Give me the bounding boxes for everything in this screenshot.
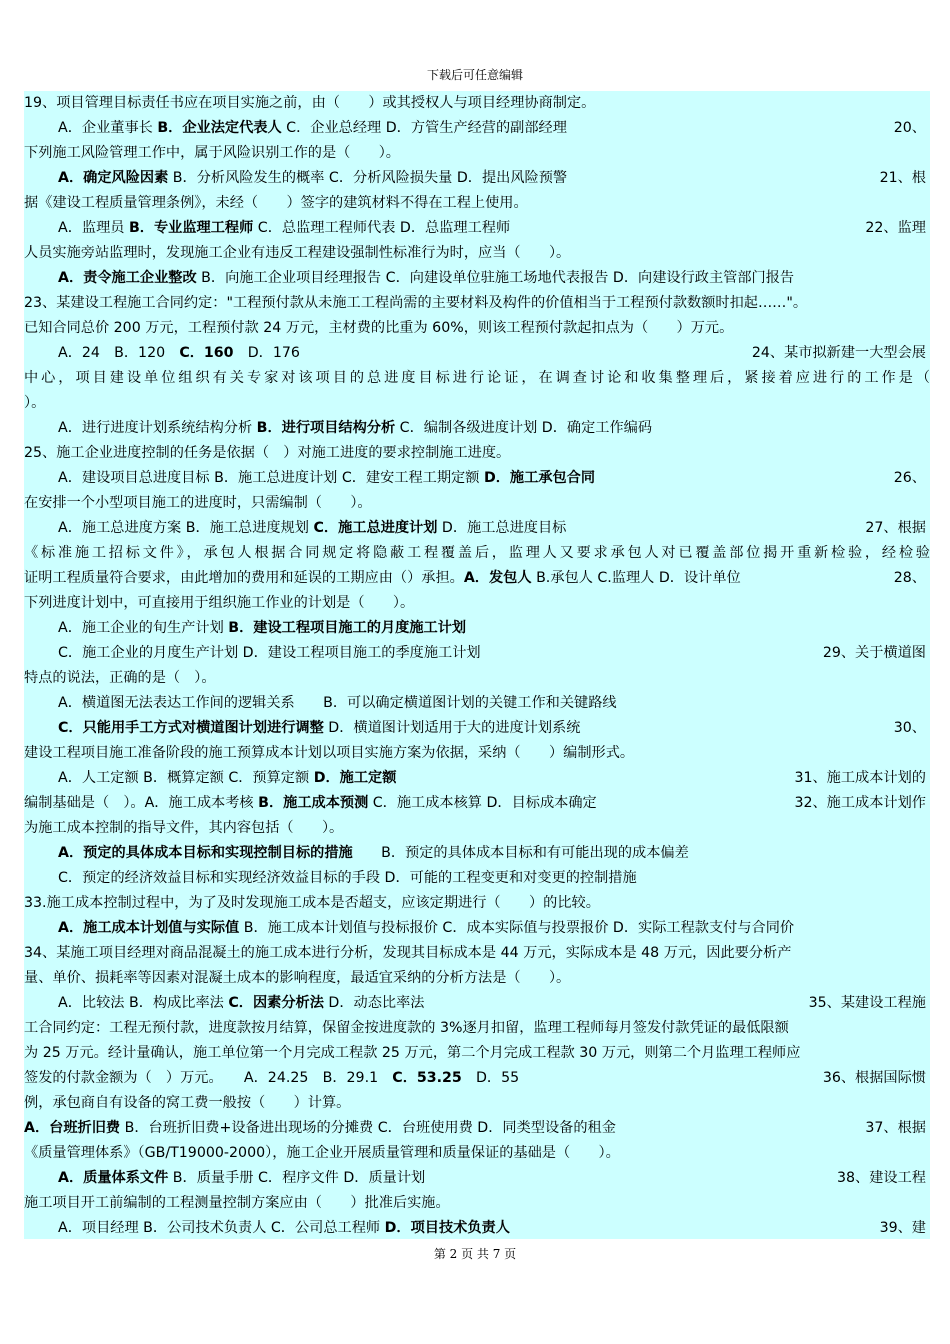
text-line: A．项目经理 B．公司技术负责人 C．公司总工程师 D．项目技术负责人 39、建 — [58, 1216, 930, 1241]
text-line: 19、项目管理目标责任书应在项目实施之前，由（ ）或其授权人与项目经理协商制定。 — [24, 95, 596, 111]
next-question-start: 21、根 — [879, 170, 926, 186]
text-line: 量、单价、损耗率等因素对混凝土成本的影响程度，最适宜采纳的分析方法是（ ）。 — [24, 970, 571, 986]
text-line: 25、施工企业进度控制的任务是依据（ ）对施工进度的要求控制施工进度。 — [24, 445, 511, 461]
next-question-start: 26、 — [893, 470, 926, 486]
text-line: 特点的说法，正确的是（ ）。 — [24, 670, 216, 686]
text-line: A．预定的具体成本目标和实现控制目标的措施 B．预定的具体成本目标和有可能出现的成本偏差 — [58, 845, 689, 861]
text-line: A．施工总进度方案 B．施工总进度规划 C．施工总进度计划 D．施工总进度目标 27、根据 — [58, 516, 930, 541]
text-line: ）。 — [24, 395, 46, 411]
next-question-start: 32、施工成本计划作 — [794, 795, 926, 811]
text-line: 据《建设工程质量管理条例》，未经（ ）签字的建筑材料不得在工程上使用。 — [24, 195, 528, 211]
text-line: 《质量管理体系》（GB/T19000-2000），施工企业开展质量管理和质量保证的基础是（ ）。 — [24, 1145, 620, 1161]
text-line: A．质量体系文件 B．质量手册 C．程序文件 D．质量计划 38、建设工程 — [58, 1166, 930, 1191]
text-line: 人员实施旁站监理时，发现施工企业有违反工程建设强制性标准行为时，应当（ ）。 — [24, 245, 571, 261]
text-line: A．确定风险因素 B．分析风险发生的概率 C．分析风险损失量 D．提出风险预警 21、根 — [58, 166, 930, 191]
next-question-start: 30、 — [893, 720, 926, 736]
next-question-start: 38、建设工程 — [837, 1170, 926, 1186]
page-footer: 第 2 页 共 7 页 — [433, 1247, 517, 1261]
text-line: A．监理员 B．专业监理工程师 C．总监理工程师代表 D．总监理工程师 22、监理 — [58, 216, 930, 241]
text-line: 34、某施工项目经理对商品混凝土的施工成本进行分析，发现其目标成本是 44 万元，实际成本是 48 万元，因此要分析产 — [24, 945, 792, 961]
text-line: 工合同约定：工程无预付款，进度款按月结算，保留金按进度款的 3%逐月扣留，监理工程师每月签发付款凭证的最低限额 — [24, 1020, 789, 1036]
page-header: 下载后可任意编辑 — [426, 68, 523, 82]
text-line: 为施工成本控制的指导文件，其内容包括（ ）。 — [24, 820, 344, 836]
question-content — [24, 91, 930, 1239]
text-line: A．建设项目总进度目标 B．施工总进度计划 C．建安工程工期定额 D．施工承包合同 26、 — [58, 466, 930, 491]
text-line: 中心，项目建设单位组织有关专家对该项目的总进度目标进行论证，在调查讨论和收集整理后，紧接着应进行的工作是（ — [24, 370, 930, 386]
next-question-start: 27、根据 — [865, 520, 926, 536]
text-line: 33.施工成本控制过程中，为了及时发现施工成本是否超支，应该定期进行（ ）的比较。 — [24, 895, 600, 911]
next-question-start: 28、 — [893, 570, 926, 586]
text-line: 例，承包商自有设备的窝工费一般按（ ）计算。 — [24, 1095, 351, 1111]
text-line: A．责令施工企业整改 B．向施工企业项目经理报告 C．向建设单位驻施工场地代表报告 D．向建设行政主管部门报告 — [58, 270, 795, 286]
text-line: 23、某建设工程施工合同约定："工程预付款从未施工工程尚需的主要材料及构件的价值相当于工程预付款数额时扣起……"。 — [24, 295, 808, 311]
text-line: C．只能用手工方式对横道图计划进行调整 D．横道图计划适用于大的进度计划系统 30、 — [58, 716, 930, 741]
text-line: C．施工企业的月度生产计划 D．建设工程项目施工的季度施工计划 29、关于横道图 — [58, 641, 930, 666]
text-line: A．施工成本计划值与实际值 B．施工成本计划值与投标报价 C．成本实际值与投票报价 D．实际工程款支付与合同价 — [58, 920, 795, 936]
text-line: 在安排一个小型项目施工的进度时，只需编制（ ）。 — [24, 495, 372, 511]
text-line: 编制基础是（ ）。A．施工成本考核 B．施工成本预测 C．施工成本核算 D．目标成本确定 32、施工成本计划作 — [24, 791, 930, 816]
text-line: C．预定的经济效益目标和实现经济效益目标的手段 D．可能的工程变更和对变更的控制措施 — [58, 870, 637, 886]
text-line: A．企业董事长 B．企业法定代表人 C．企业总经理 D．方管生产经营的副部经理 20、 — [58, 116, 930, 141]
next-question-start: 36、根据国际惯 — [822, 1070, 926, 1086]
text-line: A．进行进度计划系统结构分析 B．进行项目结构分析 C．编制各级进度计划 D．确定工作编码 — [58, 420, 653, 436]
next-question-start: 22、监理 — [865, 220, 926, 236]
next-question-start: 35、某建设工程施 — [808, 995, 926, 1011]
text-line: 《标准施工招标文件》，承包人根据合同规定将隐蔽工程覆盖后，监理人又要求承包人对已覆盖部位揭开重新检验，经检验 — [24, 545, 930, 561]
text-line: A．人工定额 B．概算定额 C．预算定额 D．施工定额 31、施工成本计划的 — [58, 766, 930, 791]
text-line: A．台班折旧费 B．台班折旧费+设备进出现场的分摊费 C．台班使用费 D．同类型设备的租金 37、根据 — [24, 1116, 930, 1141]
text-line: 已知合同总价 200 万元，工程预付款 24 万元，主材费的比重为 60%，则该工程预付款起扣点为（ ）万元。 — [24, 320, 734, 336]
text-line: 为 25 万元。经计量确认，施工单位第一个月完成工程款 25 万元，第二个月完成工程款 30 万元，则第二个月监理工程师应 — [24, 1045, 801, 1061]
text-line: 下列施工风险管理工作中，属于风险识别工作的是（ ）。 — [24, 145, 400, 161]
text-line: 施工项目开工前编制的工程测量控制方案应由（ ）批准后实施。 — [24, 1195, 450, 1211]
text-line: 建设工程项目施工准备阶段的施工预算成本计划以项目实施方案为依据，采纳（ ）编制形式。 — [24, 745, 635, 761]
text-line: 下列进度计划中，可直接用于组织施工作业的计划是（ ）。 — [24, 595, 415, 611]
next-question-start: 39、建 — [879, 1220, 926, 1236]
text-line: 证明工程质量符合要求，由此增加的费用和延误的工期应由（）承担。A．发包人 B.承包人 C.监理人 D．设计单位 28、 — [24, 566, 930, 591]
next-question-start: 20、 — [893, 120, 926, 136]
text-line: A．横道图无法表达工作间的逻辑关系 B．可以确定横道图计划的关键工作和关键路线 — [58, 695, 617, 711]
next-question-start: 29、关于横道图 — [822, 645, 926, 661]
text-line: A．施工企业的旬生产计划 B．建设工程项目施工的月度施工计划 — [58, 620, 467, 636]
next-question-start: 24、某市拟新建一大型会展 — [751, 345, 926, 361]
text-line: 签发的付款金额为（ ）万元。 A．24.25 B．29.1 C．53.25 D．55 36、根据国际惯 — [24, 1066, 930, 1091]
text-line: A．比较法 B．构成比率法 C．因素分析法 D．动态比率法 35、某建设工程施 — [58, 991, 930, 1016]
next-question-start: 31、施工成本计划的 — [794, 770, 926, 786]
text-line: A．24 B．120 C．160 D．176 24、某市拟新建一大型会展 — [58, 341, 930, 366]
next-question-start: 37、根据 — [865, 1120, 926, 1136]
